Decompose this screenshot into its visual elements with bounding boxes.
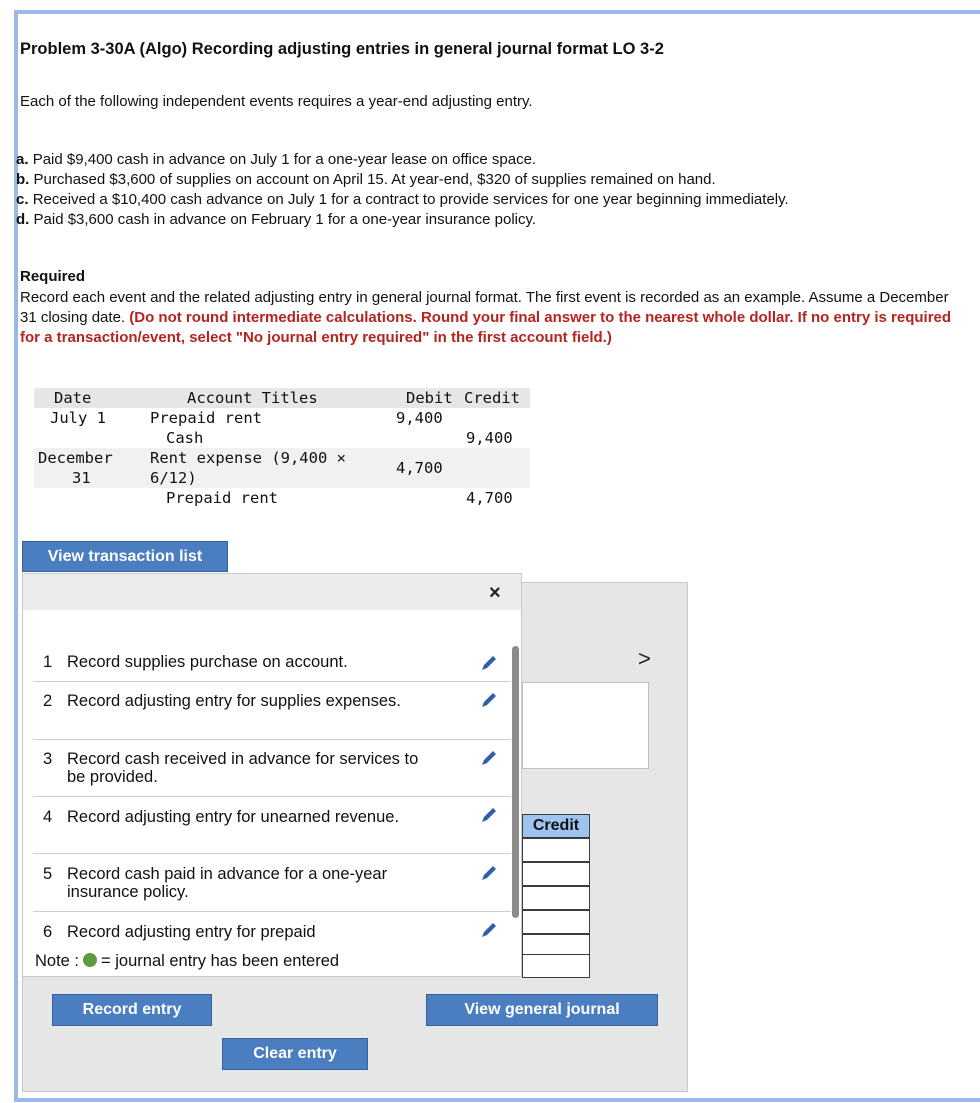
required-body: Record each event and the related adjusting entry in general journal format. The first event is recorded as an example. Assume a December 31 closing date. (Do not round intermediate calculations. Round your final answer to the nearest whole dollar. If no entry is required for a transaction/event, select "No journal entry required" in the first account field.) <box>20 289 952 346</box>
row1-debit: 9,400 <box>396 409 443 427</box>
divider <box>33 739 511 740</box>
problem-intro: Each of the following independent events requires a year-end adjusting entry. <box>20 93 533 110</box>
event-item: b. Purchased $3,600 of supplies on account on April 15. At year-end, $320 of supplies remained on hand. <box>16 171 716 188</box>
row3-date-line2: 31 <box>72 469 91 487</box>
divider <box>33 796 511 797</box>
problem-title: Problem 3-30A (Algo) Recording adjusting entries in general journal format LO 3-2 <box>20 40 664 58</box>
event-item: a. Paid $9,400 cash in advance on July 1 for a one-year lease on office space. <box>16 151 537 168</box>
row4-account: Prepaid rent <box>166 489 278 507</box>
row3-date-line1: December <box>38 449 113 467</box>
row4-credit: 4,700 <box>466 489 513 507</box>
row3-account-line2: 6/12) <box>150 469 197 487</box>
edit-pencil-icon[interactable] <box>479 748 499 768</box>
entered-status-dot-icon <box>83 953 97 967</box>
divider <box>33 681 511 682</box>
clear-entry-button[interactable]: Clear entry <box>222 1038 368 1070</box>
row2-credit: 9,400 <box>466 429 513 447</box>
required-heading: Required <box>20 268 86 285</box>
header-debit: Debit <box>406 389 453 407</box>
scrollbar-thumb[interactable] <box>512 646 519 918</box>
events-list <box>16 150 789 230</box>
credit-input[interactable] <box>522 838 590 862</box>
row3-debit: 4,700 <box>396 459 443 477</box>
next-chevron-icon[interactable]: > <box>638 646 651 671</box>
edit-pencil-icon[interactable] <box>479 805 499 825</box>
view-general-journal-button[interactable]: View general journal <box>426 994 658 1026</box>
legend-note: Note : = journal entry has been entered <box>35 952 340 970</box>
record-entry-button[interactable]: Record entry <box>52 994 212 1026</box>
view-transaction-list-button[interactable]: View transaction list <box>22 541 228 572</box>
header-credit: Credit <box>464 389 520 407</box>
credit-input[interactable] <box>522 862 590 886</box>
row2-account: Cash <box>166 429 204 447</box>
credit-input[interactable] <box>522 954 590 978</box>
row3-account-line1: Rent expense (9,400 × <box>150 449 346 467</box>
credit-input[interactable] <box>522 910 590 934</box>
edit-pencil-icon[interactable] <box>479 920 499 940</box>
header-date: Date <box>54 389 92 407</box>
row1-date: July 1 <box>50 409 106 427</box>
transaction-list-popup: × 1 Record supplies purchase on account. 2 Record adjusting entry for supplies expenses. 3 Record cash received in advance for services to be provided. 4 Record adjusting entry for unearned revenue. 5 Record cash paid in advance for a one-year insurance policy. 6 Record adjusting entry for prepaid Note : = journal entry has been entered <box>22 573 522 977</box>
divider <box>33 853 511 854</box>
event-item: c. Received a $10,400 cash advance on July 1 for a contract to provide services for one year beginning immediately. <box>16 191 789 208</box>
credit-column-header: Credit <box>522 814 590 838</box>
header-account-titles: Account Titles <box>187 389 318 407</box>
popup-header <box>23 574 521 610</box>
event-item: d. Paid $3,600 cash in advance on February 1 for a one-year insurance policy. <box>16 211 537 228</box>
edit-pencil-icon[interactable] <box>479 690 499 710</box>
row1-account: Prepaid rent <box>150 409 262 427</box>
credit-input[interactable] <box>522 886 590 910</box>
close-icon[interactable]: × <box>489 582 501 604</box>
edit-pencil-icon[interactable] <box>479 653 499 673</box>
entry-description-box <box>522 682 649 769</box>
divider <box>33 911 511 912</box>
edit-pencil-icon[interactable] <box>479 863 499 883</box>
required-instruction: (Do not round intermediate calculations. Round your final answer to the nearest whole dollar. If no entry is required for a transaction/event, select "No journal entry required" in the first account field.) <box>20 309 952 346</box>
